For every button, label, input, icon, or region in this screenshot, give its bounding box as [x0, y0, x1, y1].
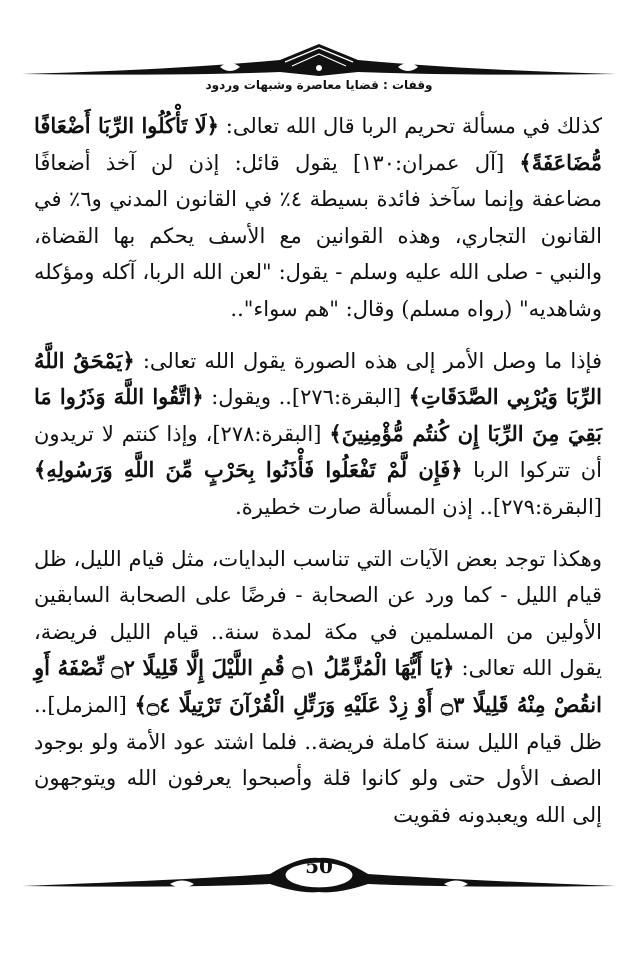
body-text: فإذا ما وصل الأمر إلى هذه الصورة يقول الله تعالى: [134, 348, 602, 373]
quran-verse: ﴿يَا أَيُّهَا الْمُزَّمِّلُ ۝١ قُمِ اللَّيْلَ إِلَّا قَلِيلًا ۝٢ نِّصْفَهُ أَوِ انقُصْ مِنْهُ قَلِيلًا ۝٣ أَوْ زِدْ عَلَيْهِ وَرَتِّلِ الْقُرْآنَ تَرْتِيلًا ۝٤﴾ [34, 655, 602, 717]
running-title: وقفات : قضايا معاصرة وشبهات وردود [205, 78, 433, 92]
quran-verse: ﴿يَمْحَقُ اللَّهُ الرِّبَا وَيُرْبِي الصَّدَقَاتِ﴾ [34, 347, 602, 410]
paragraph [34, 108, 602, 328]
quran-verse: ﴿فَإِن لَّمْ تَفْعَلُوا فَأْذَنُوا بِحَرْبٍ مِّنَ اللَّهِ وَرَسُولِهِ﴾ [34, 457, 463, 483]
body-text: [آل عمران:١٣٠] يقول قائل: إذن لن آخذ أضعافًا مضاعفة وإنما سآخذ فائدة بسيطة ٤٪ في القانون المدني و٦٪ في القانون التجاري، وهذه القوانين مع الأسف يحكم بها القضاة، والنبي - صلى الله عليه وسلم - يقول: "لعن الله الربا، آكله ومؤكله وشاهديه" (رواه مسلم) وقال: "هم سواء".. [34, 150, 602, 321]
body-text: [البقرة:٢٧٦].. ويقول: [203, 385, 409, 410]
body-text: [البقرة:٢٧٩].. إذن المسألة صارت خطيرة. [235, 494, 602, 519]
body-text: وهكذا توجد بعض الآيات التي تناسب البدايات، مثل قيام الليل، ظل قيام الليل - كما ورد عن الصحابة - فرضًا على الصحابة السابقين الأولين من المسلمين في مكة لمدة سنة.. قيام الليل فريضة، يقول الله تعالى: [34, 546, 602, 681]
page-footer [20, 848, 618, 908]
paragraph [34, 343, 602, 526]
page-header [20, 40, 618, 100]
quran-verse: ﴿اتَّقُوا اللَّهَ وَذَرُوا مَا بَقِيَ مِنَ الرِّبَا إِن كُنتُم مُّؤْمِنِينَ﴾ [34, 384, 602, 446]
page-number: 50 [305, 854, 333, 878]
body-text: [البقرة:٢٧٨]، وإذا كنتم لا تريدون أن تتركوا الربا [34, 421, 603, 483]
page-body [34, 108, 602, 833]
quran-verse: ﴿لَا تَأْكُلُوا الرِّبَا أَضْعَافًا مُّضَاعَفَةً﴾ [34, 113, 602, 175]
body-text: كذلك في مسألة تحريم الربا قال الله تعالى: [219, 114, 602, 138]
body-text: [المزمل].. ظل قيام الليل سنة كاملة فريضة.. فلما اشتد عود الأمة ولو بوجود الصف الأول حتى ولو كانوا قلة وأصبحوا يعرفون الله ويتوجهون إلى الله ويعبدونه فقويت [34, 692, 602, 827]
paragraph [34, 541, 602, 834]
